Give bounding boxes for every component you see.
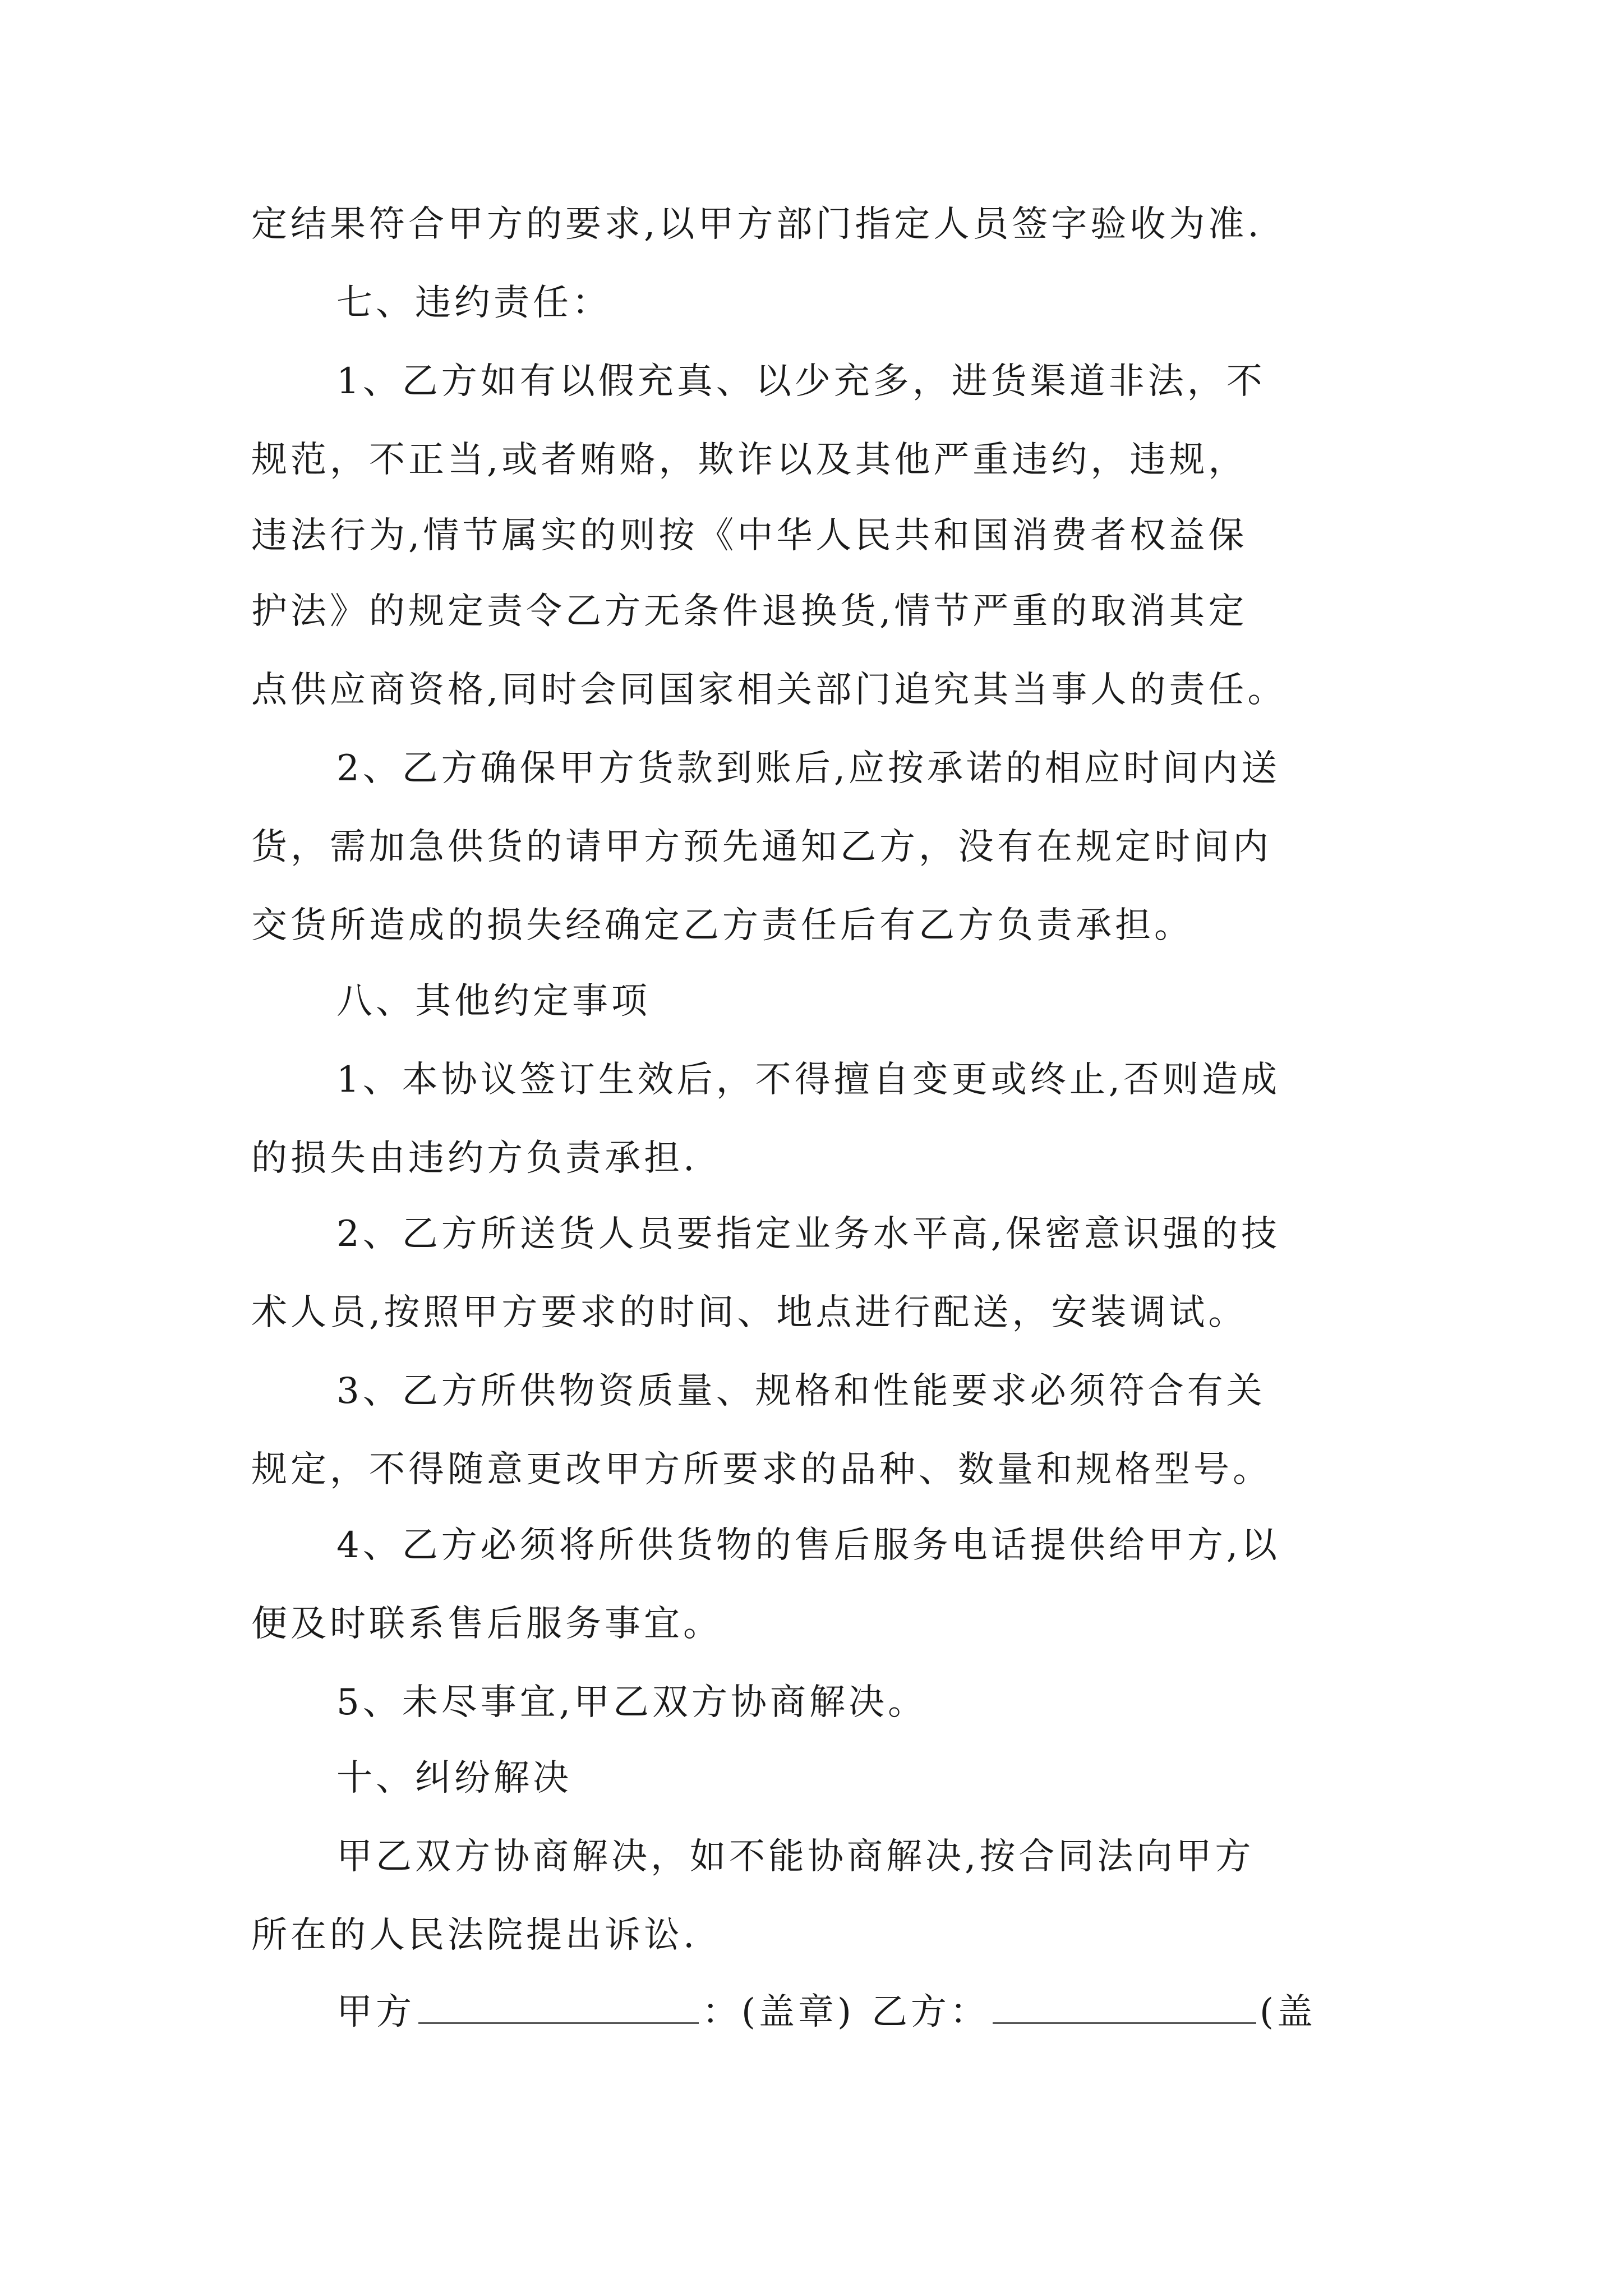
party-b-seal-label: (盖 <box>1259 1991 1316 2033</box>
paragraph-line: 护法》的规定责令乙方无条件退换货,情节严重的取消其定 <box>251 591 1248 632</box>
paragraph-line: 4、乙方必须将所供货物的售后服务电话提供给甲方,以 <box>336 1525 1281 1566</box>
party-a-signature-blank <box>418 1989 699 2024</box>
party-b-label: 乙方： <box>871 1991 989 2033</box>
section-heading-breach: 七、违约责任： <box>336 282 611 324</box>
paragraph-line: 规定，不得随意更改甲方所要求的品种、数量和规格型号。 <box>251 1449 1272 1490</box>
party-a-label: 甲方 <box>336 1991 415 2033</box>
paragraph-line: 1、本协议签订生效后，不得擅自变更或终止,否则造成 <box>336 1059 1281 1101</box>
paragraph-line: 的损失由违约方负责承担. <box>251 1138 698 1179</box>
paragraph-line: 规范，不正当,或者贿赂，欺诈以及其他严重违约，违规， <box>251 439 1248 481</box>
signature-row <box>336 1989 1316 2033</box>
paragraph-line: 定结果符合甲方的要求,以甲方部门指定人员签字验收为准. <box>251 204 1262 245</box>
paragraph-line: 便及时联系售后服务事宜。 <box>251 1603 722 1645</box>
party-b-signature-blank <box>993 1989 1256 2024</box>
paragraph-line: 1、乙方如有以假充真、以少充多，进货渠道非法，不 <box>336 361 1266 402</box>
paragraph-line: 货，需加急供货的请甲方预先通知乙方，没有在规定时间内 <box>251 826 1272 868</box>
paragraph-line: 违法行为,情节属实的则按《中华人民共和国消费者权益保 <box>251 515 1248 556</box>
paragraph-line: 2、乙方所送货人员要指定业务水平高,保密意识强的技 <box>336 1213 1281 1255</box>
section-heading-other: 八、其他约定事项 <box>336 981 651 1022</box>
paragraph-line: 2、乙方确保甲方货款到账后,应按承诺的相应时间内送 <box>336 748 1281 789</box>
paragraph-line: 交货所造成的损失经确定乙方责任后有乙方负责承担。 <box>251 905 1193 946</box>
paragraph-line: 所在的人民法院提出诉讼. <box>251 1915 698 1956</box>
paragraph-line: 甲乙双方协商解决，如不能协商解决,按合同法向甲方 <box>336 1836 1255 1878</box>
paragraph-line: 3、乙方所供物资质量、规格和性能要求必须符合有关 <box>336 1370 1266 1412</box>
paragraph-line: 5、未尽事宜,甲乙双方协商解决。 <box>336 1682 928 1723</box>
paragraph-line: 术人员,按照甲方要求的时间、地点进行配送，安装调试。 <box>251 1292 1248 1333</box>
paragraph-line: 点供应商资格,同时会同国家相关部门追究其当事人的责任。 <box>251 669 1287 711</box>
party-a-seal-label: ：(盖章) <box>702 1991 855 2033</box>
section-heading-dispute: 十、纠纷解决 <box>336 1757 572 1799</box>
